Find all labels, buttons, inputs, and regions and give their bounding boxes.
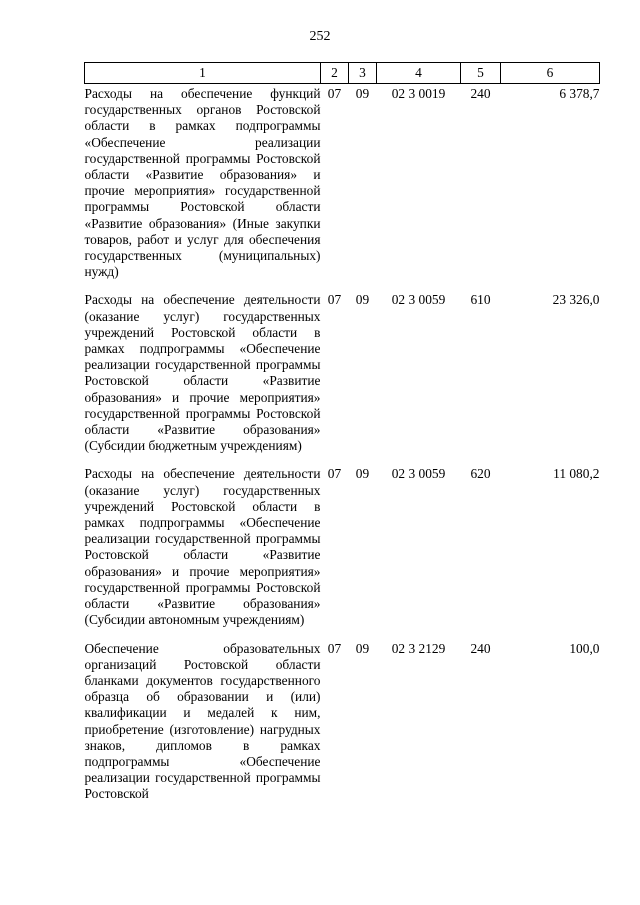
row-target-code: 02 3 0019: [391, 86, 446, 101]
row-name: Расходы на обеспечение функций государственных органов Ростовской области в рамках подпрограммы «Обеспечение реализации государственной программы Ростовской области «Развитие образования» и прочие мероприятия» государственной программы Ростовской области «Развитие образования» (Иные закупки товаров, работ и услуг для обеспечения государственных (муниципальных) нужд): [84, 86, 321, 280]
row-amount: 11 080,2: [553, 466, 600, 482]
row-amount: 6 378,7: [559, 86, 600, 101]
row-amount: 23 326,0: [552, 292, 600, 308]
header-col-6: 6: [501, 63, 600, 84]
row-subsection: 09: [355, 86, 370, 101]
row-name: Расходы на обеспечение деятельности (оказание услуг) государственных учреждений Ростовской области в рамках подпрограммы «Обеспечение реализации государственной программы Ростовской области «Развитие образования» и прочие мероприятия» государственной программы Ростовской области «Развитие образования» (Субсидии автономным учреждениям): [84, 466, 321, 628]
table-row: [85, 464, 600, 638]
header-col-1: 1: [85, 63, 321, 84]
table-row: [85, 84, 600, 291]
header-col-5: 5: [461, 63, 501, 84]
page-number: 252: [309, 29, 331, 44]
row-expense-type: 240: [470, 86, 491, 101]
row-expense-type: 620: [470, 466, 491, 482]
row-section: 07: [327, 292, 342, 308]
row-section: 07: [327, 640, 342, 656]
row-subsection: 09: [355, 466, 370, 482]
row-target-code: 02 3 0059: [391, 466, 446, 482]
row-expense-type: 240: [470, 640, 491, 656]
row-target-code: 02 3 2129: [391, 640, 446, 656]
table-row: [85, 639, 600, 813]
row-amount: 100,0: [569, 640, 600, 656]
budget-table: [84, 62, 600, 813]
row-name: Расходы на обеспечение деятельности (оказание услуг) государственных учреждений Ростовской области в рамках подпрограммы «Обеспечение реализации государственной программы Ростовской области «Развитие образования» и прочие мероприятия» государственной программы Ростовской области «Развитие образования» (Субсидии бюджетным учреждениям): [84, 292, 321, 454]
row-subsection: 09: [355, 640, 370, 656]
row-section: 07: [327, 466, 342, 482]
row-expense-type: 610: [470, 292, 491, 308]
row-section: 07: [327, 86, 342, 101]
table-row: [85, 290, 600, 464]
row-name: Обеспечение образовательных организаций Ростовской области бланками документов государственного образца об образовании и (или) квалификации и медалей к ним, приобретение (изготовление) нагрудных знаков, дипломов в рамках подпрограммы «Обеспечение реализации государственной программы Ростовской: [84, 640, 321, 802]
row-subsection: 09: [355, 292, 370, 308]
header-col-3: 3: [349, 63, 377, 84]
table-header-row: [85, 63, 600, 84]
row-target-code: 02 3 0059: [391, 292, 446, 308]
header-col-4: 4: [377, 63, 461, 84]
header-col-2: 2: [321, 63, 349, 84]
